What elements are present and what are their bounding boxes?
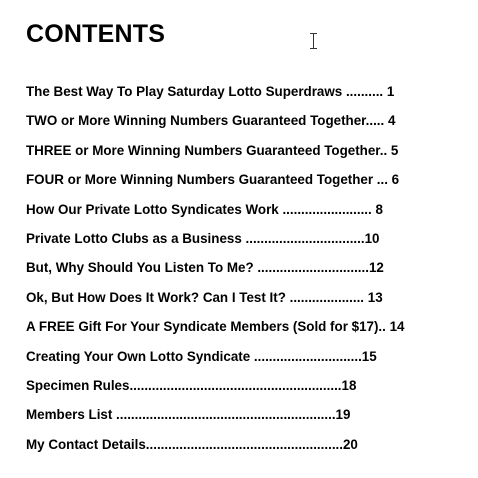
toc-entry[interactable]: FOUR or More Winning Numbers Guaranteed Together ... 6	[26, 172, 400, 188]
toc-entry[interactable]: Private Lotto Clubs as a Business ................................10	[26, 230, 380, 246]
toc-entry[interactable]: Specimen Rules.........................................................18	[26, 377, 357, 393]
toc-entry[interactable]: A FREE Gift For Your Syndicate Members (Sold for $17).. 14	[26, 319, 405, 335]
toc-entry[interactable]: Ok, But How Does It Work? Can I Test It? .................... 13	[26, 289, 383, 305]
toc-entry[interactable]: Members List ...........................................................19	[26, 407, 351, 423]
toc-entry[interactable]: THREE or More Winning Numbers Guaranteed Together.. 5	[26, 142, 399, 158]
toc-entry[interactable]: TWO or More Winning Numbers Guaranteed Together..... 4	[26, 113, 396, 129]
toc-entry[interactable]: How Our Private Lotto Syndicates Work ........................ 8	[26, 201, 383, 217]
toc-entry[interactable]: My Contact Details.....................................................20	[26, 436, 358, 452]
text-cursor-icon	[310, 33, 318, 49]
contents-heading: CONTENTS	[26, 20, 166, 48]
toc-entry[interactable]: But, Why Should You Listen To Me? ..............................12	[26, 260, 384, 276]
table-of-contents	[26, 82, 448, 464]
toc-entry[interactable]: Creating Your Own Lotto Syndicate .............................15	[26, 348, 377, 364]
toc-entry[interactable]: The Best Way To Play Saturday Lotto Superdraws .......... 1	[26, 84, 395, 99]
